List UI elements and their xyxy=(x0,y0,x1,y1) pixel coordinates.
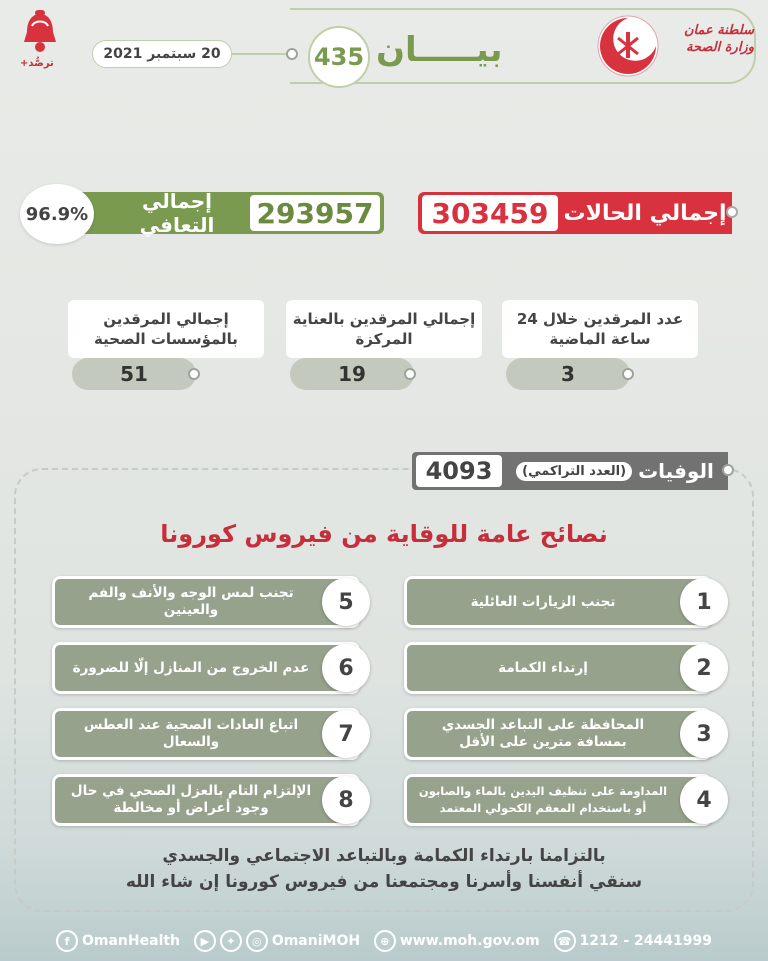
hospitalized-total-value: 51 xyxy=(72,358,196,390)
tip-3: المحافظة على التباعد الجسدي بمسافة مترين على الأقل xyxy=(404,708,712,760)
youtube-icon: ▶ xyxy=(194,930,216,952)
facebook-handle: OmanHealth xyxy=(82,933,181,949)
tip-2: إرتداء الكمامة xyxy=(404,642,712,694)
closing-line-2: سنقي أنفسنا وأسرنا ومجتمعنا من فيروس كورونا إن شاء الله xyxy=(125,872,643,892)
date-connector xyxy=(232,53,292,55)
deaths-bar xyxy=(412,452,728,490)
total-cases-bar xyxy=(418,192,732,234)
tip-2-number: 2 xyxy=(680,644,728,692)
closing-line-1: بالتزامنا بارتداء الكمامة وبالتباعد الاجتماعي والجسدي xyxy=(162,846,606,866)
tip-6: عدم الخروج من المنازل إلّا للضرورة xyxy=(52,642,360,694)
phone-icon: ☎ xyxy=(554,930,576,952)
footer xyxy=(0,924,768,958)
tip-1-number: 1 xyxy=(680,578,728,626)
tip-3-number: 3 xyxy=(680,710,728,758)
tip-4-number: 4 xyxy=(680,776,728,824)
cases-dot xyxy=(726,206,738,218)
ministry-line-2: وزارة الصحة xyxy=(686,40,754,55)
hospitalized-24h-dot xyxy=(622,368,634,380)
hospitalized-total-label: إجمالي المرقدين بالمؤسسات الصحية xyxy=(68,300,264,358)
tip-5-number: 5 xyxy=(322,578,370,626)
globe-icon: ⊕ xyxy=(374,930,396,952)
instagram-icon: ◎ xyxy=(246,930,268,952)
footer-social[interactable] xyxy=(194,930,360,952)
bell-logo-icon xyxy=(18,10,62,56)
total-recovered-label: إجمالي التعافي xyxy=(139,189,215,237)
total-recovered-bar xyxy=(78,189,384,237)
date-pill: 20 سبتمبر 2021 xyxy=(92,40,232,68)
tip-5: تجنب لمس الوجه والأنف والفم والعينين xyxy=(52,576,360,628)
icu-label: إجمالي المرقدين بالعناية المركزة xyxy=(286,300,482,358)
deaths-dot xyxy=(722,464,734,476)
facebook-icon: f xyxy=(56,930,78,952)
footer-facebook[interactable] xyxy=(56,930,180,952)
tip-4: المداومة على تنظيف اليدين بالماء والصابون أو باستخدام المعقم الكحولي المعتمد xyxy=(404,774,712,826)
tip-6-number: 6 xyxy=(322,644,370,692)
hospitalized-24h-value: 3 xyxy=(506,358,630,390)
ministry-name xyxy=(664,22,754,56)
deaths-sublabel: (العدد التراكمي) xyxy=(516,462,632,481)
statement-number: 435 xyxy=(308,26,370,88)
tip-1: تجنب الزيارات العائلية xyxy=(404,576,712,628)
footer-website[interactable] xyxy=(374,930,540,952)
social-handle: OmaniMOH xyxy=(271,933,361,949)
tip-7-number: 7 xyxy=(322,710,370,758)
total-cases-label: إجمالي الحالات xyxy=(563,200,727,226)
tip-8-number: 8 xyxy=(322,776,370,824)
advice-title: نصائح عامة للوقاية من فيروس كورونا xyxy=(160,520,608,548)
app-name: ترصُّد+ xyxy=(20,58,54,69)
phone-number: 1212 - 24441999 xyxy=(579,933,712,949)
footer-phone[interactable] xyxy=(554,930,712,952)
icu-value: 19 xyxy=(290,358,414,390)
tip-8: الإلتزام التام بالعزل الصحي في حال وجود أعراض أو مخالطة xyxy=(52,774,360,826)
total-recovered-value: 293957 xyxy=(250,195,380,231)
connector-dot xyxy=(286,48,298,60)
icu-dot xyxy=(404,368,416,380)
statement-title: بيـــــان xyxy=(376,30,503,70)
hospitalized-24h-label: عدد المرقدين خلال 24 ساعة الماضية xyxy=(502,300,698,358)
recovery-rate: 96.9% xyxy=(20,184,94,244)
ministry-line-1: سلطنة عمان xyxy=(683,23,754,38)
twitter-icon: ✦ xyxy=(220,930,242,952)
tip-7: اتباع العادات الصحية عند العطس والسعال xyxy=(52,708,360,760)
website-url: www.moh.gov.om xyxy=(399,933,540,949)
ministry-emblem-icon xyxy=(596,14,660,78)
total-cases-value: 303459 xyxy=(422,195,558,231)
hospitalized-total-dot xyxy=(188,368,200,380)
deaths-label: الوفيات xyxy=(638,459,714,483)
deaths-value: 4093 xyxy=(416,455,502,487)
